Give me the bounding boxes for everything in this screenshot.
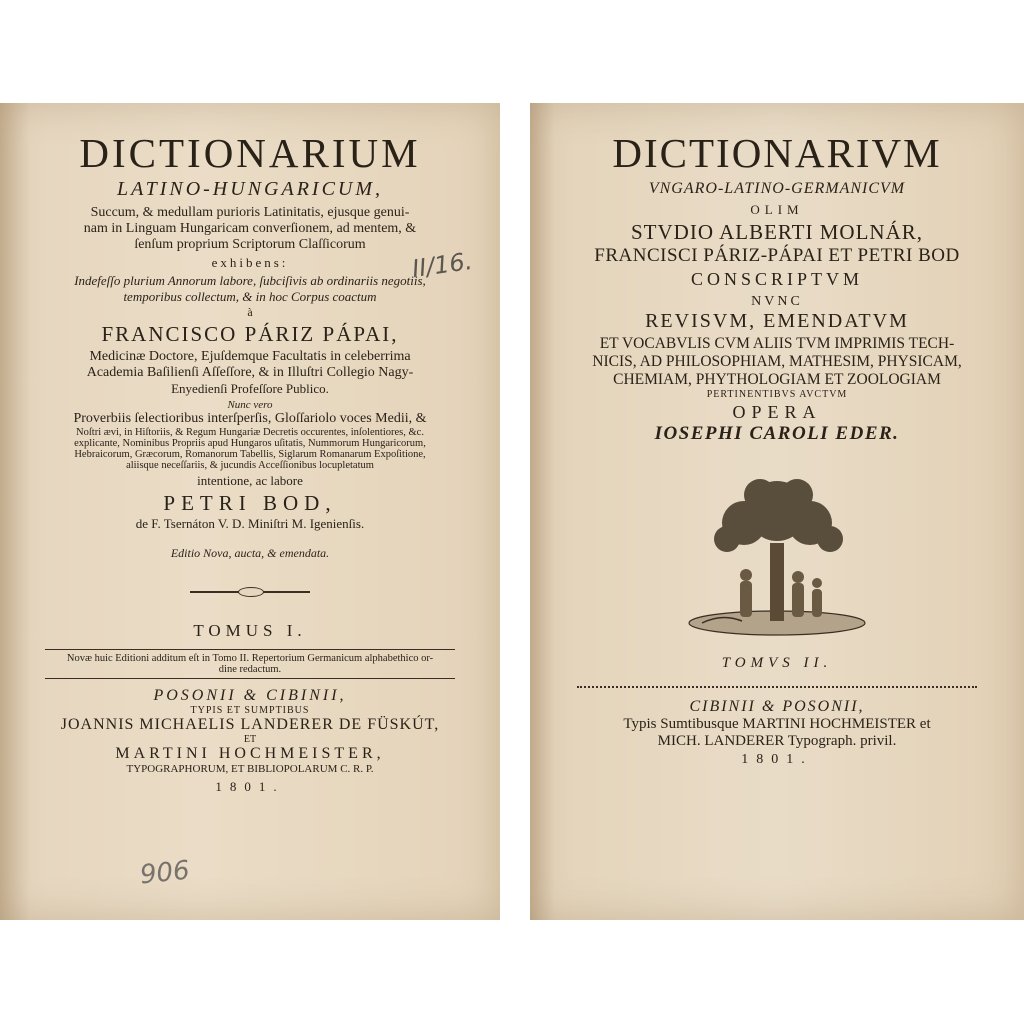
right-title: DICTIONARIVM xyxy=(612,130,942,176)
right-nunc: NVNC xyxy=(751,294,803,309)
left-med-line-3: Enyedienſi Profeſſore Publico. xyxy=(171,381,329,396)
left-prov-line-1: Proverbiis ſelectioribus interſperſis, Gloſſariolo voces Medii, & xyxy=(73,411,427,426)
right-title-page xyxy=(530,103,1024,920)
right-year: 1801. xyxy=(741,752,813,767)
left-exhibens: exhibens: xyxy=(211,255,289,270)
left-ornament xyxy=(190,587,310,597)
right-voc-line-2: NICIS, AD PHILOSOPHIAM, MATHESIM, PHYSICAM, xyxy=(592,353,962,370)
left-novae-line-1: Novæ huic Editioni additum eſt in Tomo II. Repertorium Germanicum alphabethico or- xyxy=(66,653,434,664)
left-novae-line-2: dine redactum. xyxy=(218,664,282,675)
left-rule-1 xyxy=(45,649,455,650)
left-prov-line-2: Noſtri ævi, in Hiſtoriis, & Regum Hungariæ Decretis occurentes, inſolentiores, &c. xyxy=(76,427,424,438)
left-prov-line-5: aliisque neceſſariis, & jucundis Acceſſionibus locupletatum xyxy=(126,460,374,471)
left-bod: PETRI BOD, xyxy=(163,491,337,515)
right-pertinentibus: PERTINENTIBVS AVCTVM xyxy=(706,389,848,400)
left-author: FRANCISCO PÁRIZ PÁPAI, xyxy=(101,322,399,346)
left-title-page xyxy=(0,103,500,920)
tree-vignette-engraving xyxy=(682,473,872,643)
right-conscriptum: CONSCRIPTVM xyxy=(690,269,864,289)
left-tsernaton: de F. Tsernáton V. D. Miniſtri M. Igenienſis. xyxy=(135,516,365,531)
right-typis-line-1: Typis Sumtibusque MARTINI HOCHMEISTER et xyxy=(623,716,931,732)
left-desc-line-1: Succum, & medullam purioris Latinitatis, ejusque genui- xyxy=(90,205,410,220)
left-italic-line-2: temporibus collectum, & in hoc Corpus coactum xyxy=(123,289,377,304)
right-voc-line-1: ET VOCABVLIS CVM ALIIS TVM IMPRIMIS TECH- xyxy=(599,335,955,352)
left-title: DICTIONARIUM xyxy=(79,130,421,176)
right-studio: STVDIO ALBERTI MOLNÁR, xyxy=(631,220,923,244)
right-revisum: REVISVM, EMENDATVM xyxy=(645,310,909,332)
left-tomus: TOMUS I. xyxy=(193,621,307,640)
left-rule-2 xyxy=(45,678,455,679)
tree-vignette xyxy=(682,473,872,643)
right-opera: OPERA xyxy=(732,402,822,422)
right-rule xyxy=(577,686,977,688)
left-italic-line-1: Indefeſſo plurium Annorum labore, ſubciſivis ab ordinariis negotiis, xyxy=(74,273,426,288)
left-prov-line-3: explicante, Nominibus Propriis apud Hungaros uſitatis, Nummorum Hungaricorum, xyxy=(74,438,426,449)
handwritten-shelfmark: II/16. xyxy=(410,246,475,284)
left-intentione: intentione, ac labore xyxy=(197,473,303,488)
left-typographorum: TYPOGRAPHORUM, ET BIBLIOPOLARUM C. R. P. xyxy=(126,763,374,775)
left-et: ET xyxy=(243,734,257,745)
left-med-line-2: Academia Baſilienſi Aſſeſſore, & in Illuſtri Collegio Nagy- xyxy=(86,365,414,380)
left-place: POSONII & CIBINII, xyxy=(153,687,347,704)
right-franc: FRANCISCI PÁRIZ-PÁPAI ET PETRI BOD xyxy=(594,245,960,266)
left-year: 1801. xyxy=(215,779,285,794)
left-desc-line-2: nam in Linguam Hungaricam converſionem, ad mentem, & xyxy=(83,221,417,236)
left-med-line-1: Medicinæ Doctore, Ejuſdemque Facultatis in celeberrima xyxy=(89,349,411,364)
right-typis-line-2: MICH. LANDERER Typograph. privil. xyxy=(657,733,897,749)
left-editio: Editio Nova, aucta, & emendata. xyxy=(170,546,330,560)
left-a: à xyxy=(247,305,253,319)
left-landerer: JOANNIS MICHAELIS LANDERER DE FÜSKÚT, xyxy=(60,716,440,733)
right-olim: OLIM xyxy=(750,202,804,217)
left-desc-line-3: ſenſum proprium Scriptorum Claſſicorum xyxy=(134,237,366,252)
right-subtitle: VNGARO-LATINO-GERMANICVM xyxy=(648,180,906,197)
right-tomus: TOMVS II. xyxy=(721,655,833,671)
left-hochmeister: MARTINI HOCHMEISTER, xyxy=(115,745,385,762)
right-place: CIBINII & POSONII, xyxy=(689,698,865,715)
left-typis: TYPIS ET SUMPTIBUS xyxy=(190,705,310,716)
left-subtitle: LATINO-HUNGARICUM, xyxy=(116,178,384,200)
left-prov-line-4: Hebraicorum, Græcorum, Romanorum Tabellis, Siglarum Romanarum Expoſitione, xyxy=(74,449,426,460)
right-eder: IOSEPHI CAROLI EDER. xyxy=(654,423,900,444)
left-nunc: Nunc vero xyxy=(227,399,273,411)
right-voc-line-3: CHEMIAM, PHYTHOLOGIAM ET ZOOLOGIAM xyxy=(613,371,941,388)
handwritten-number: 906 xyxy=(138,855,192,891)
